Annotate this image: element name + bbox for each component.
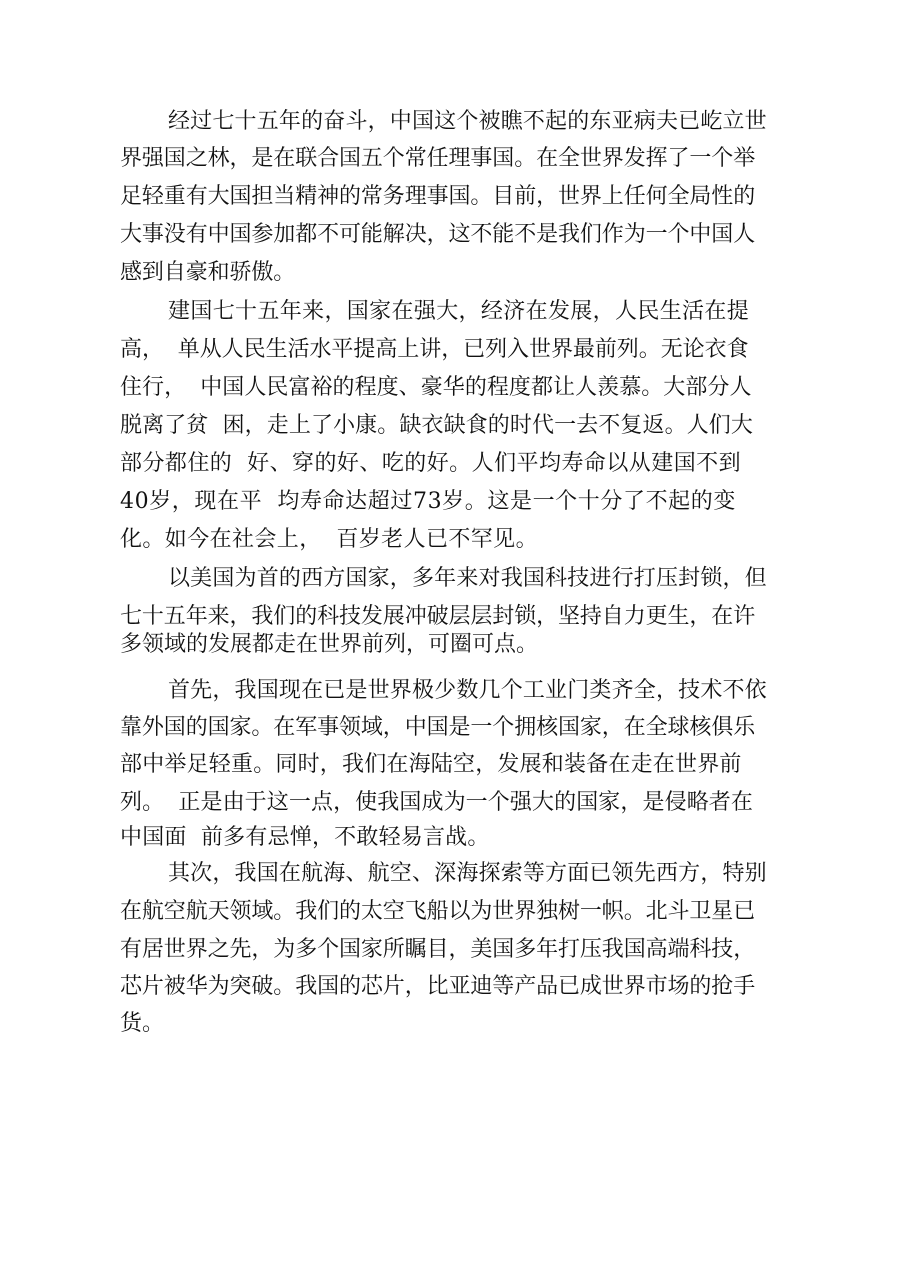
paragraph-2-line-1: 建国七十五年来，国家在强大，经济在发展，人民生活在提 (168, 299, 750, 324)
paragraph-2-line-7: 化。如今在社会上， 百岁老人已不罕见。 (120, 527, 538, 552)
paragraph-4-line-2: 靠外国的国家。在军事领域，中国是一个拥核国家，在全球核俱乐 (120, 715, 756, 740)
paragraph-3-line-3: 多领域的发展都走在世界前列，可圈可点。 (120, 632, 539, 657)
paragraph-5-line-1: 其次，我国在航海、航空、深海探索等方面已领先西方，特别 (168, 861, 767, 886)
paragraph-4-line-3: 部中举足轻重。同时，我们在海陆空，发展和装备在走在世界前 (120, 752, 742, 777)
paragraph-1-line-4: 大事没有中国参加都不可能解决，这不能不是我们作为一个中国人 (120, 222, 756, 247)
paragraph-3-line-2: 七十五年来，我们的科技发展冲破层层封锁，坚持自力更生，在许 (120, 604, 756, 629)
paragraph-2-line-3: 住行， 中国人民富裕的程度、豪华的程度都让人羡慕。大部分人 (120, 375, 752, 400)
paragraph-1-line-2: 界强国之林，是在联合国五个常任理事国。在全世界发挥了一个举 (120, 146, 756, 171)
paragraph-4-line-4: 列。 正是由于这一点，使我国成为一个强大的国家，是侵略者在 (120, 790, 753, 815)
paragraph-5-line-3: 有居世界之先，为多个国家所瞩目，美国多年打压我国高端科技， (120, 937, 756, 962)
paragraph-5-line-4: 芯片被华为突破。我国的芯片，比亚迪等产品已成世界市场的抢手 (120, 974, 756, 999)
paragraph-1-line-1: 经过七十五年的奋斗，中国这个被瞧不起的东亚病夫已屹立世 (168, 109, 767, 134)
paragraph-5-line-2: 在航空航天领域。我们的太空飞船以为世界独树一帜。北斗卫星已 (120, 899, 756, 924)
paragraph-1-line-5: 感到自豪和骄傲。 (120, 260, 296, 285)
paragraph-2-line-6: 40岁，现在平 均寿命达超过73岁。这是一个十分了不起的变 (120, 489, 736, 514)
paragraph-2-line-2: 高， 单从人民生活水平提高上讲，已列入世界最前列。无论衣食 (120, 337, 749, 362)
paragraph-3-line-1: 以美国为首的西方国家，多年来对我国科技进行打压封锁，但 (168, 566, 767, 591)
paragraph-1-line-3: 足轻重有大国担当精神的常务理事国。目前，世界上任何全局性的 (120, 184, 756, 209)
paragraph-4-line-5: 中国面 前多有忌惮，不敢轻易言战。 (120, 825, 490, 850)
paragraph-2-line-4: 脱离了贫 困，走上了小康。缺衣缺食的时代一去不复返。人们大 (120, 413, 753, 438)
paragraph-5-line-5: 货。 (120, 1011, 165, 1036)
paragraph-2-line-5: 部分都住的 好、穿的好、吃的好。人们平均寿命以从建国不到 (120, 451, 742, 476)
paragraph-4-line-1: 首先，我国现在已是世界极少数几个工业门类齐全，技术不依 (168, 678, 767, 703)
